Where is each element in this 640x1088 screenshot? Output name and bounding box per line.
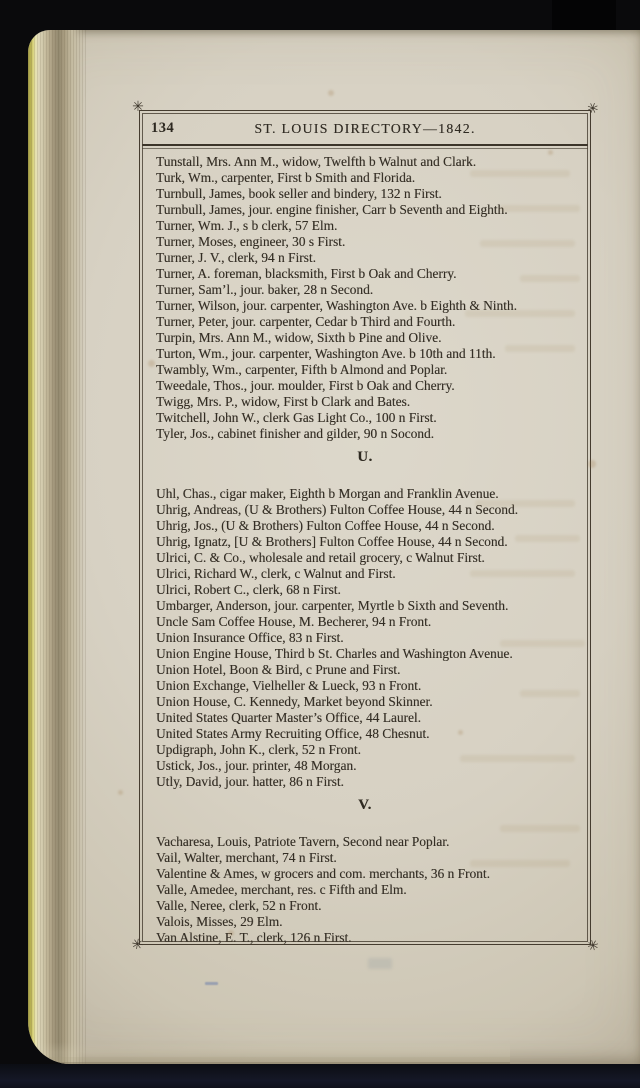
directory-entry: Turner, Wilson, jour. carpenter, Washington Ave. b Eighth & Ninth. — [156, 298, 517, 313]
directory-entry: Ulrici, Robert C., clerk, 68 n First. — [156, 582, 341, 597]
ink-mark — [205, 982, 218, 985]
bleedthrough-ghost — [470, 570, 575, 577]
foxing-spot — [118, 790, 123, 795]
corner-ornament-icon: ✳ — [132, 100, 144, 115]
directory-entry: Turnbull, James, jour. engine finisher, Carr b Seventh and Eighth. — [156, 202, 508, 217]
corner-ornament-icon: ✳ — [129, 937, 145, 954]
foxing-spot — [148, 360, 155, 367]
directory-entry: Union Hotel, Boon & Bird, c Prune and First. — [156, 662, 401, 677]
directory-entry: Uhrig, Andreas, (U & Brothers) Fulton Coffee House, 44 n Second. — [156, 502, 518, 517]
directory-entry: Tyler, Jos., cabinet finisher and gilder, 90 n Socond. — [156, 426, 435, 441]
directory-entry: Turnbull, James, book seller and bindery, 132 n First. — [156, 186, 442, 201]
directory-entry: Utly, David, jour. hatter, 86 n First. — [156, 774, 344, 789]
directory-entry: Uhrig, Jos., (U & Brothers) Fulton Coffee House, 44 n Second. — [156, 518, 495, 533]
directory-entry: Turner, J. V., clerk, 94 n First. — [156, 250, 316, 265]
bleedthrough-ghost — [500, 825, 580, 832]
directory-entry: Union Engine House, Third b St. Charles and Washington Avenue. — [156, 646, 513, 661]
background-shadow-block — [552, 0, 616, 34]
directory-entry: Turpin, Mrs. Ann M., widow, Sixth b Pine and Olive. — [156, 330, 442, 345]
section-letter: U. — [357, 449, 373, 465]
foxing-spot — [458, 730, 463, 735]
bleedthrough-ghost — [505, 345, 575, 352]
foxing-spot — [548, 150, 553, 155]
directory-entry: Turton, Wm., jour. carpenter, Washington Ave. b 10th and 11th. — [156, 346, 496, 361]
directory-entry: Twitchell, John W., clerk Gas Light Co., 100 n First. — [156, 410, 437, 425]
directory-entry: Tunstall, Mrs. Ann M., widow, Twelfth b Walnut and Clark. — [156, 154, 477, 169]
page-number: 134 — [151, 120, 175, 136]
directory-entry: Valle, Neree, clerk, 52 n Front. — [156, 898, 322, 913]
directory-entry: Ulrici, C. & Co., wholesale and retail grocery, c Walnut First. — [156, 550, 485, 565]
directory-entry: Turk, Wm., carpenter, First b Smith and Florida. — [156, 170, 416, 185]
directory-entry: Union House, C. Kennedy, Market beyond Skinner. — [156, 694, 433, 709]
corner-ornament-icon: ✳ — [583, 937, 602, 956]
bleedthrough-ghost — [460, 755, 575, 762]
book-page — [28, 30, 640, 1064]
directory-entry: Uhl, Chas., cigar maker, Eighth b Morgan and Franklin Avenue. — [156, 486, 499, 501]
bleedthrough-ghost — [475, 500, 575, 507]
directory-entry: Turner, Moses, engineer, 30 s First. — [156, 234, 346, 249]
directory-entry: Updigraph, John K., clerk, 52 n Front. — [156, 742, 361, 757]
table-surface-strip — [0, 1064, 640, 1088]
directory-entry: Van Alstine, E. T., clerk, 126 n First. — [156, 930, 352, 945]
directory-entry: Ustick, Jos., jour. printer, 48 Morgan. — [156, 758, 357, 773]
directory-entry: Turner, Sam’l., jour. baker, 28 n Second. — [156, 282, 374, 297]
directory-entry: Vacharesa, Louis, Patriote Tavern, Second near Poplar. — [156, 834, 450, 849]
directory-entry: Ulrici, Richard W., clerk, c Walnut and First. — [156, 566, 396, 581]
bleedthrough-ghost — [368, 958, 392, 969]
directory-entry: United States Army Recruiting Office, 48 Chesnut. — [156, 726, 430, 741]
page-frame — [129, 100, 602, 956]
directory-entry: Vail, Walter, merchant, 74 n First. — [156, 850, 337, 865]
directory-entry: Union Exchange, Vielheller & Lueck, 93 n Front. — [156, 678, 422, 693]
directory-entry: Turner, Peter, jour. carpenter, Cedar b Third and Fourth. — [156, 314, 456, 329]
corner-ornament-icon: ✳ — [584, 100, 601, 119]
directory-entry: Turner, Wm. J., s b clerk, 57 Elm. — [156, 218, 338, 233]
directory-entry: Valois, Misses, 29 Elm. — [156, 914, 283, 929]
bleedthrough-ghost — [465, 310, 575, 317]
directory-entry: Turner, A. foreman, blacksmith, First b Oak and Cherry. — [156, 266, 457, 281]
bleedthrough-ghost — [515, 535, 580, 542]
running-title: ST. LOUIS DIRECTORY—1842. — [254, 121, 476, 136]
foxing-spot — [588, 460, 596, 468]
bleedthrough-ghost — [520, 690, 580, 697]
bleedthrough-ghost — [470, 170, 570, 177]
directory-entry: Umbarger, Anderson, jour. carpenter, Myrtle b Sixth and Seventh. — [156, 598, 509, 613]
section-letter: V. — [358, 797, 372, 813]
foxing-spot — [228, 930, 234, 936]
directory-entry: Twigg, Mrs. P., widow, First b Clark and Bates. — [156, 394, 411, 409]
directory-entry: Union Insurance Office, 83 n First. — [156, 630, 344, 645]
directory-entry: Tweedale, Thos., jour. moulder, First b Oak and Cherry. — [156, 378, 455, 393]
bleedthrough-ghost — [500, 640, 585, 647]
directory-entry: Uncle Sam Coffee House, M. Becherer, 94 n Front. — [156, 614, 432, 629]
directory-entry: Valle, Amedee, merchant, res. c Fifth and Elm. — [156, 882, 407, 897]
bleedthrough-ghost — [480, 240, 575, 247]
foxing-spot — [328, 90, 334, 96]
bleedthrough-ghost — [500, 205, 580, 212]
directory-entry: United States Quarter Master’s Office, 44 Laurel. — [156, 710, 422, 725]
page-header — [140, 111, 590, 144]
bleedthrough-ghost — [520, 275, 580, 282]
directory-entry: Twambly, Wm., carpenter, Fifth b Almond and Poplar. — [156, 362, 448, 377]
directory-entry: Valentine & Ames, w grocers and com. merchants, 36 n Front. — [156, 866, 490, 881]
bleedthrough-ghost — [470, 860, 570, 867]
directory-entry: Uhrig, Ignatz, [U & Brothers] Fulton Coffee House, 44 n Second. — [156, 534, 508, 549]
